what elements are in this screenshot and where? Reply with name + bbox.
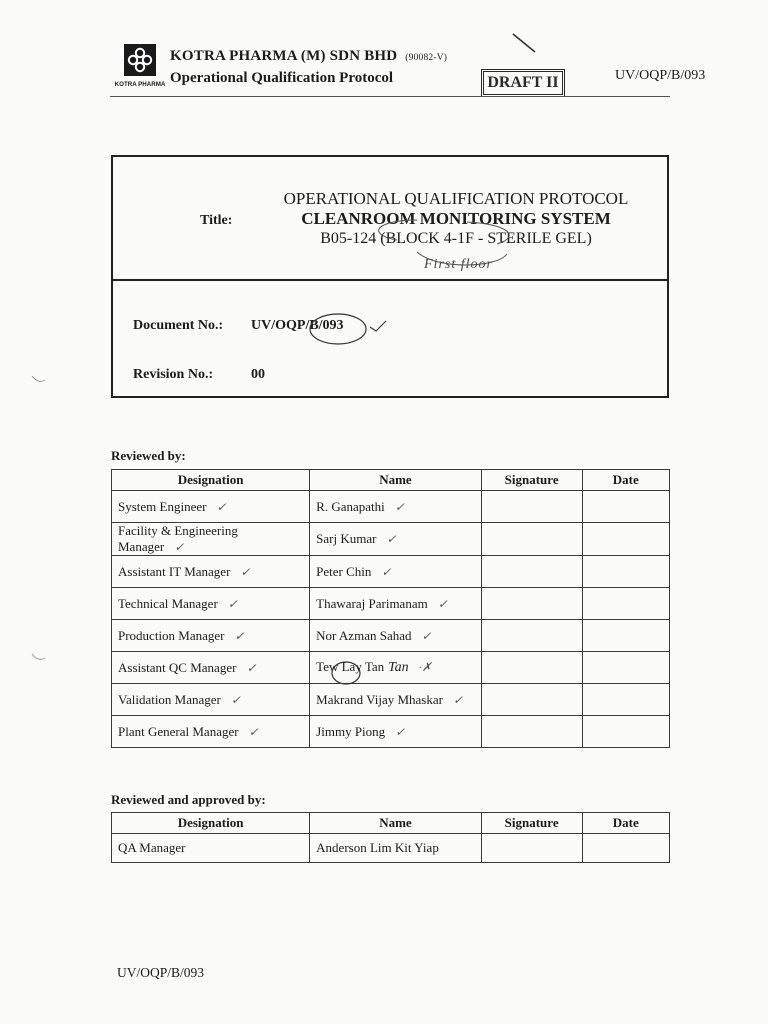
header-divider	[110, 96, 670, 97]
designation-cell: Technical Manager ✓	[112, 588, 310, 620]
title-line-2: CLEANROOM MONITORING SYSTEM	[301, 209, 611, 228]
check-mark: ✓	[452, 692, 464, 707]
designation-cell: QA Manager	[112, 834, 310, 863]
name-cell: Peter Chin ✓	[310, 556, 482, 588]
designation-cell: Assistant QC Manager ✓	[112, 652, 310, 684]
signature-cell	[481, 491, 582, 523]
signature-cell	[481, 523, 582, 556]
name-cell: Tew Lay Tan Tan ·✗	[310, 652, 482, 684]
name-cell: Makrand Vijay Mhaskar ✓	[310, 684, 482, 716]
name-cell: Jimmy Piong ✓	[310, 716, 482, 748]
table-row	[112, 556, 670, 588]
designation-cell: Validation Manager ✓	[112, 684, 310, 716]
column-header-date: Date	[582, 470, 670, 491]
date-cell	[582, 523, 670, 556]
pen-circle-mark	[357, 214, 527, 270]
title-line-1: OPERATIONAL QUALIFICATION PROTOCOL	[283, 189, 629, 208]
logo-text: KOTRA PHARMA	[114, 81, 166, 88]
name-cell: Thawaraj Parimanam ✓	[310, 588, 482, 620]
table-row	[112, 834, 670, 863]
date-cell	[582, 491, 670, 523]
footer-document-code: UV/OQP/B/093	[117, 965, 205, 980]
company-name-text: KOTRA PHARMA (M) SDN BHD	[170, 48, 398, 64]
check-mark: ✓	[246, 660, 257, 675]
document-number-value: UV/OQP/B/093	[251, 318, 344, 333]
title-box-divider	[111, 279, 669, 281]
header-subtitle: Operational Qualification Protocol	[170, 70, 394, 86]
check-mark: ✓	[248, 724, 259, 739]
pen-mark	[511, 32, 537, 54]
signature-cell	[481, 588, 582, 620]
signature-cell	[481, 620, 582, 652]
date-cell	[582, 652, 670, 684]
designation-cell: System Engineer ✓	[112, 491, 310, 523]
check-mark: ✓	[230, 692, 241, 707]
table-row	[112, 620, 670, 652]
check-mark: ✓	[240, 564, 251, 579]
company-logo	[114, 44, 166, 94]
revision-number-value: 00	[251, 367, 265, 382]
column-header-designation: Designation	[112, 470, 310, 491]
name-cell: Sarj Kumar ✓	[310, 523, 482, 556]
check-mark: ✓	[174, 540, 185, 554]
table-header-row	[112, 813, 670, 834]
binder-hole-mark	[30, 650, 46, 662]
designation-cell: Production Manager ✓	[112, 620, 310, 652]
column-header-signature: Signature	[481, 813, 582, 834]
date-cell	[582, 716, 670, 748]
name-cell: Nor Azman Sahad ✓	[310, 620, 482, 652]
name-cell: R. Ganapathi ✓	[310, 491, 482, 523]
column-header-date: Date	[582, 813, 670, 834]
check-mark: ✓	[216, 499, 227, 514]
revision-number-label: Revision No.:	[133, 367, 214, 382]
company-name	[170, 48, 447, 65]
column-header-signature: Signature	[481, 470, 582, 491]
header-document-code: UV/OQP/B/093	[615, 68, 706, 83]
table-header-row	[112, 470, 670, 491]
check-mark: ✓	[386, 532, 397, 546]
signature-cell	[481, 684, 582, 716]
signature-cell	[481, 716, 582, 748]
draft-stamp: DRAFT II	[481, 69, 565, 97]
pen-circle-mark	[310, 658, 382, 688]
signature-cell	[481, 556, 582, 588]
check-mark: ✓	[227, 596, 238, 611]
table-row	[112, 588, 670, 620]
handwritten-note: First floor	[424, 257, 493, 272]
table-row	[112, 652, 670, 684]
table-row	[112, 523, 670, 556]
designation-cell: Facility & Engineering Manager ✓	[112, 523, 310, 556]
pen-circle-mark	[308, 309, 388, 347]
check-mark: ·✗	[418, 660, 432, 674]
signature-cell	[481, 652, 582, 684]
date-cell	[582, 620, 670, 652]
title-label: Title:	[200, 213, 233, 228]
date-cell	[582, 684, 670, 716]
check-mark: ✓	[421, 628, 432, 643]
signature-cell	[481, 834, 582, 863]
column-header-name: Name	[310, 813, 482, 834]
company-registration: (90082-V)	[405, 53, 448, 63]
reviewed-by-table	[111, 469, 670, 748]
check-mark: ✓	[234, 628, 245, 643]
date-cell	[582, 588, 670, 620]
table-row	[112, 716, 670, 748]
designation-cell: Assistant IT Manager ✓	[112, 556, 310, 588]
approved-by-table	[111, 812, 670, 863]
title-line-3: B05-124 (BLOCK 4-1F - STERILE GEL)	[320, 230, 592, 247]
check-mark: ✓	[381, 564, 392, 579]
reviewed-by-heading: Reviewed by:	[111, 448, 186, 463]
column-header-name: Name	[310, 470, 482, 491]
designation-cell: Plant General Manager ✓	[112, 716, 310, 748]
handwritten-name-correction: Tan	[388, 660, 409, 675]
date-cell	[582, 834, 670, 863]
check-mark: ✓	[437, 596, 448, 611]
table-row	[112, 491, 670, 523]
column-header-designation: Designation	[112, 813, 310, 834]
date-cell	[582, 556, 670, 588]
check-mark: ✓	[394, 499, 405, 514]
name-cell: Anderson Lim Kit Yiap	[310, 834, 482, 863]
check-mark: ✓	[395, 724, 406, 739]
binder-hole-mark	[30, 372, 46, 384]
document-number-label: Document No.:	[133, 318, 224, 333]
reviewed-and-approved-heading: Reviewed and approved by:	[111, 792, 266, 807]
table-row	[112, 684, 670, 716]
